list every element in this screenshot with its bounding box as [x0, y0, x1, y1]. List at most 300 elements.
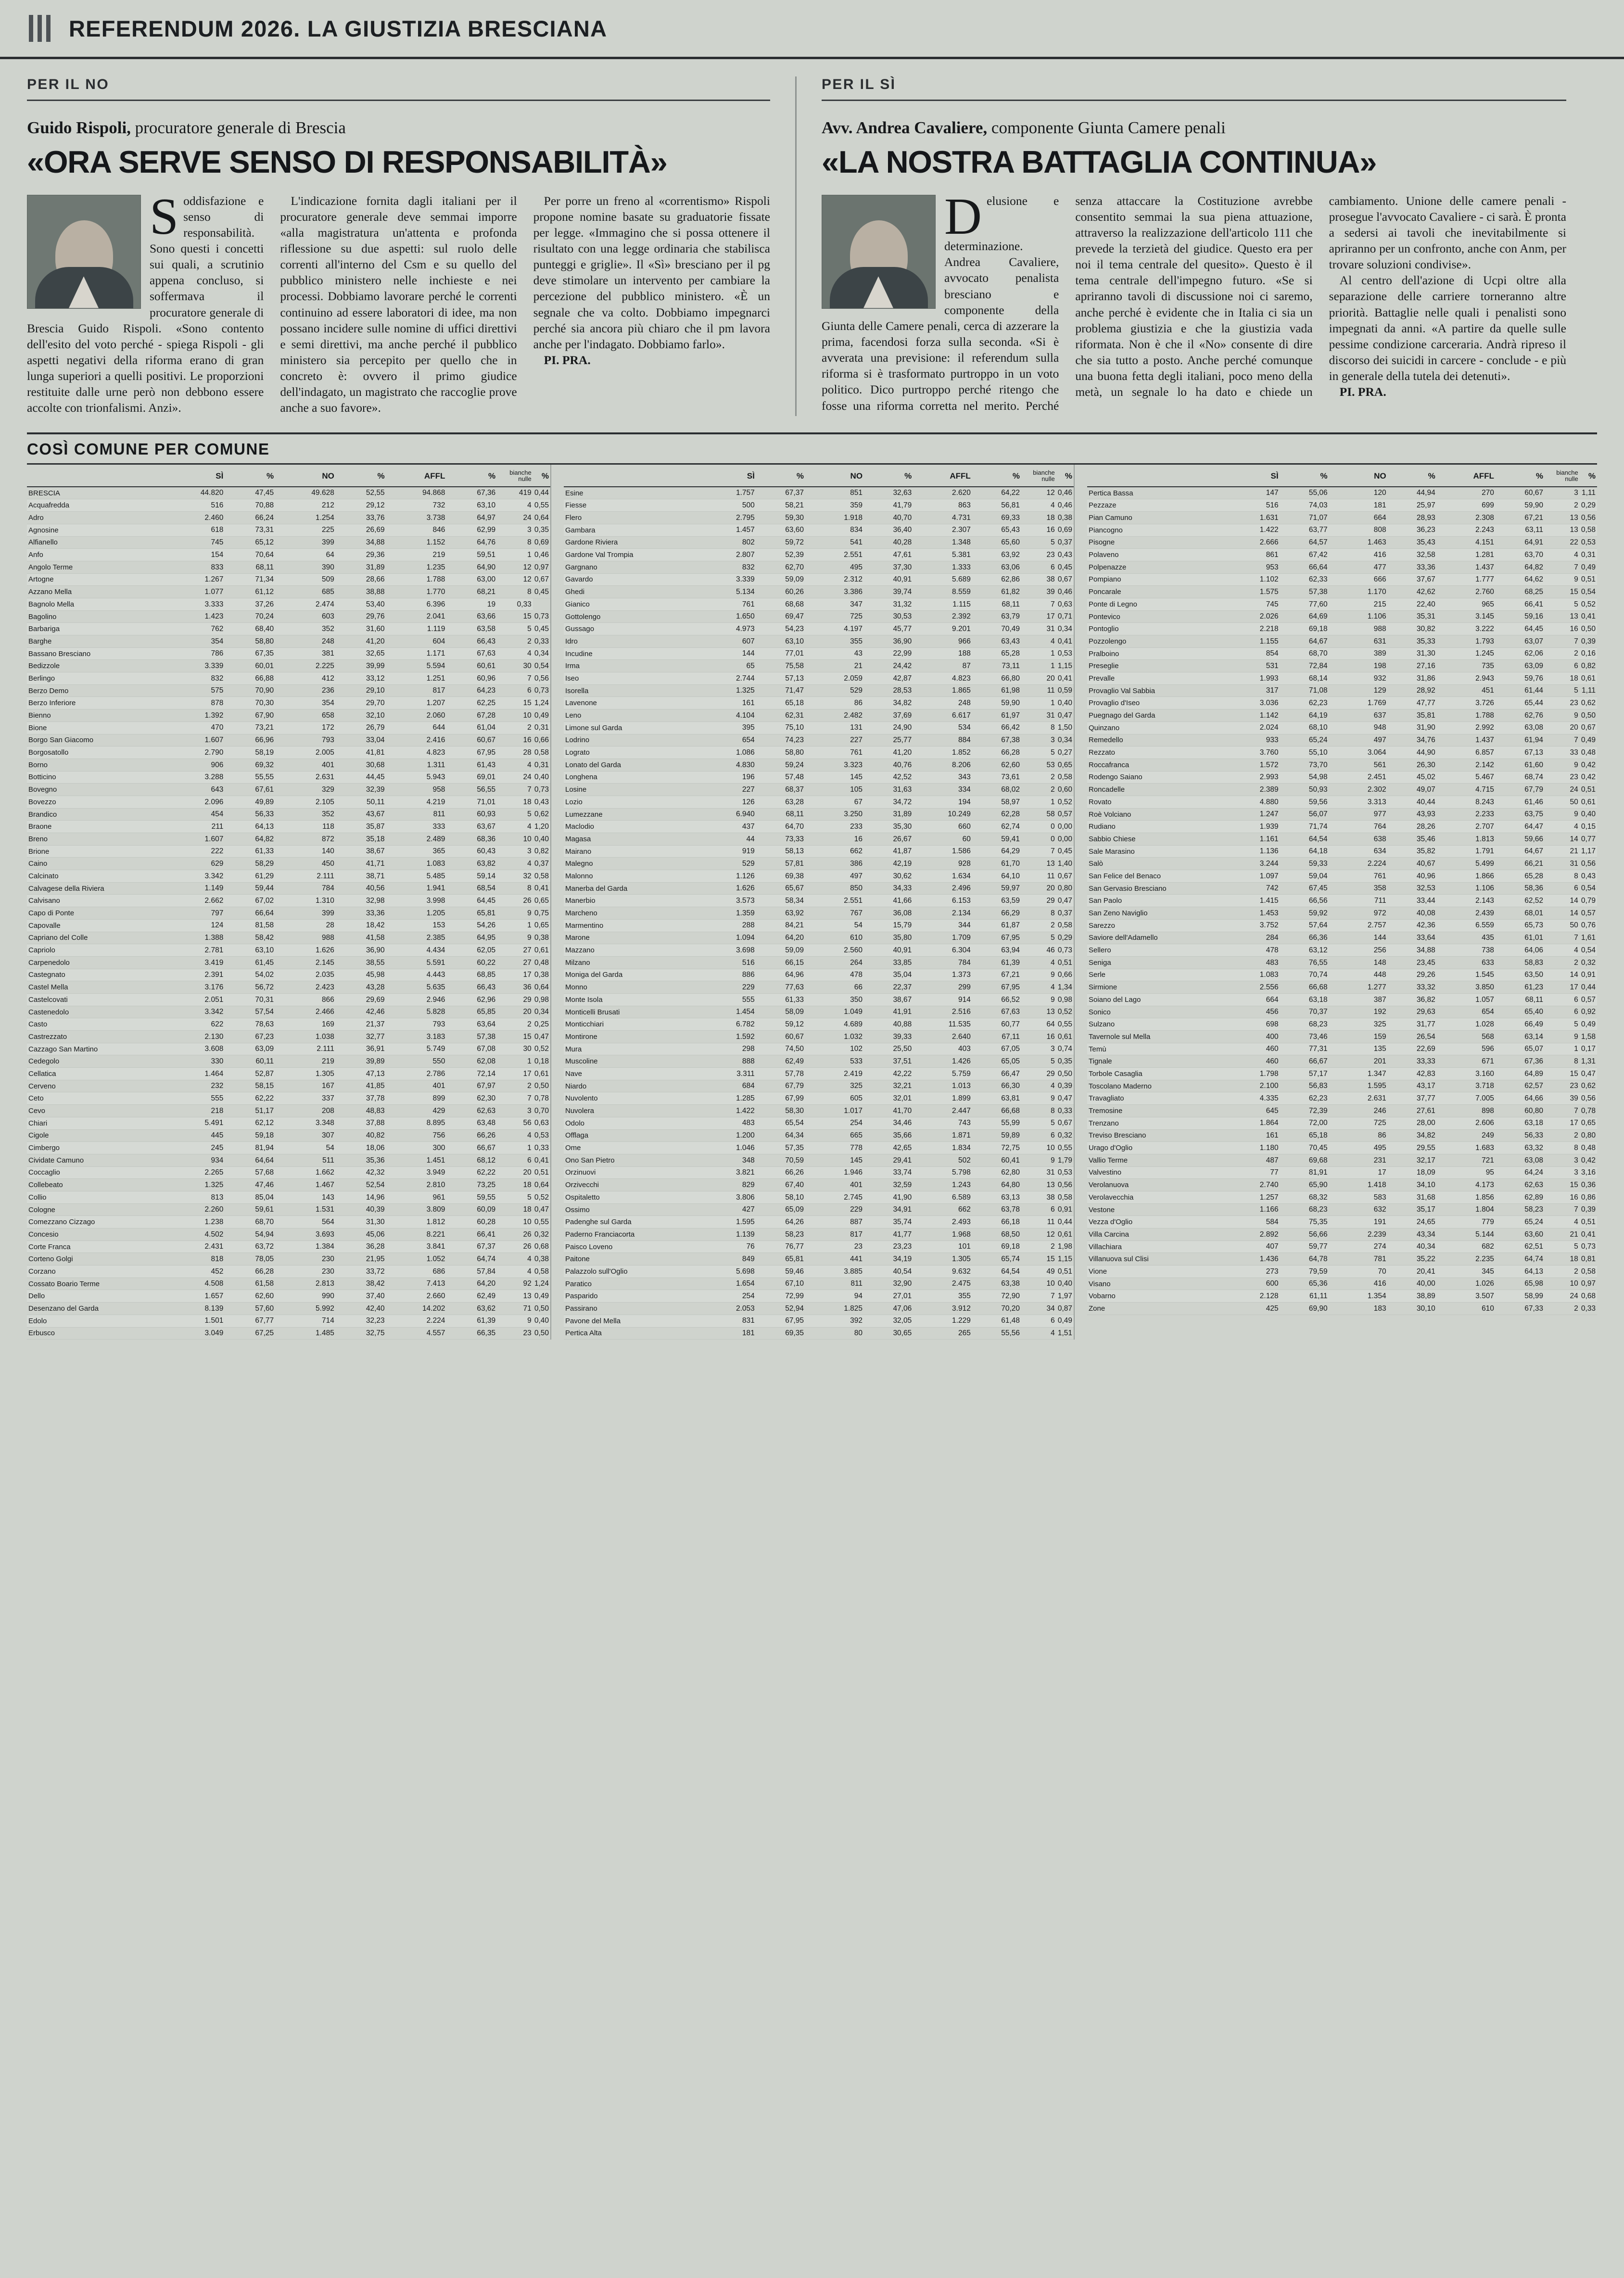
result-cell: 604: [386, 635, 447, 648]
result-cell: 72,90: [972, 1290, 1021, 1303]
result-cell: 0,74: [1056, 1043, 1074, 1055]
result-cell: 7: [1545, 1203, 1580, 1216]
result-cell: 416: [1329, 549, 1388, 561]
result-cell: 28: [497, 747, 533, 759]
result-cell: 70,20: [972, 1303, 1021, 1315]
result-cell: 35,22: [1388, 1253, 1437, 1266]
result-cell: 70,30: [225, 697, 275, 709]
table-row: [27, 1327, 550, 1340]
result-cell: 68,50: [972, 1228, 1021, 1241]
result-cell: 57,38: [1280, 586, 1329, 598]
result-cell: 63,32: [1496, 1142, 1545, 1154]
result-cell: 28,26: [1388, 821, 1437, 833]
result-cell: 54,98: [1280, 771, 1329, 784]
result-cell: 2.218: [1221, 623, 1280, 635]
result-cell: 18,06: [336, 1142, 386, 1154]
result-cell: 70,45: [1280, 1142, 1329, 1154]
result-cell: 39: [1545, 1092, 1580, 1105]
result-cell: 0,98: [533, 993, 550, 1006]
table-header-row: [27, 465, 550, 487]
table-row: [27, 981, 550, 994]
result-cell: 63,66: [446, 610, 497, 623]
result-cell: 39,99: [336, 660, 386, 672]
result-cell: 129: [1329, 684, 1388, 697]
column-header: %: [1580, 465, 1597, 487]
result-cell: 288: [698, 919, 756, 932]
table-row: [27, 1315, 550, 1327]
table-row: [564, 1216, 1074, 1228]
result-cell: 3.064: [1329, 747, 1388, 759]
result-cell: 33,33: [1388, 1055, 1437, 1068]
result-cell: 1,15: [1056, 660, 1074, 672]
result-cell: 22,69: [1388, 1043, 1437, 1055]
result-cell: 36,90: [864, 635, 913, 648]
result-cell: 59,12: [756, 1018, 805, 1031]
table-row: [564, 1031, 1074, 1043]
table-row: [564, 1240, 1074, 1253]
result-cell: 62,96: [446, 993, 497, 1006]
municipality-name: Corte Franca: [27, 1240, 165, 1253]
result-cell: 70,59: [756, 1154, 805, 1166]
result-cell: 75,35: [1280, 1216, 1329, 1228]
municipality-name: Gardone Val Trompia: [564, 549, 698, 561]
result-cell: 67,10: [756, 1278, 805, 1290]
result-cell: 3.342: [165, 870, 225, 883]
table-row: [27, 1105, 550, 1117]
result-cell: 2.041: [386, 610, 447, 623]
result-cell: 0,56: [1580, 858, 1597, 870]
result-cell: 1.946: [805, 1166, 864, 1179]
municipality-name: Iseo: [564, 672, 698, 685]
result-cell: 169: [275, 1018, 336, 1031]
result-cell: 47,06: [864, 1303, 913, 1315]
result-cell: 42,52: [864, 771, 913, 784]
result-cell: 28,93: [1388, 512, 1437, 524]
result-cell: 64,89: [1496, 1068, 1545, 1080]
municipality-name: Piancogno: [1087, 524, 1221, 536]
result-cell: 69,18: [972, 1240, 1021, 1253]
result-cell: 70,88: [225, 499, 275, 512]
result-cell: 64,22: [972, 487, 1021, 499]
result-cell: 337: [275, 1092, 336, 1105]
result-cell: 65,12: [225, 536, 275, 549]
result-cell: 208: [275, 1105, 336, 1117]
result-cell: 11: [1021, 1216, 1056, 1228]
result-cell: 354: [275, 697, 336, 709]
result-cell: 0,47: [1056, 1092, 1074, 1105]
result-cell: 9.632: [913, 1266, 972, 1278]
result-cell: 0,50: [1056, 1068, 1074, 1080]
table-row: [1087, 660, 1597, 672]
result-cell: 59,24: [756, 759, 805, 771]
result-cell: 49,07: [1388, 784, 1437, 796]
result-cell: 61,04: [446, 721, 497, 734]
result-cell: 59,90: [972, 697, 1021, 709]
result-cell: 1,17: [1580, 845, 1597, 858]
result-cell: 6: [1021, 1203, 1056, 1216]
result-cell: 4.219: [386, 796, 447, 808]
result-cell: 61,70: [972, 858, 1021, 870]
result-cell: 5.749: [386, 1043, 447, 1055]
result-cell: 66: [805, 981, 864, 994]
result-cell: 7: [1021, 598, 1056, 610]
result-cell: 2.431: [165, 1240, 225, 1253]
result-cell: 448: [1329, 969, 1388, 981]
result-cell: 33,64: [1388, 932, 1437, 944]
result-cell: 671: [1437, 1055, 1496, 1068]
municipality-name: Nuvolera: [564, 1105, 698, 1117]
result-cell: 4: [1545, 1216, 1580, 1228]
table-row: [564, 969, 1074, 981]
result-cell: 0,45: [1056, 561, 1074, 573]
result-cell: 358: [1329, 882, 1388, 895]
result-cell: 66,26: [756, 1166, 805, 1179]
result-cell: 66,67: [1280, 1055, 1329, 1068]
municipality-name: Sulzano: [1087, 1018, 1221, 1031]
result-cell: 427: [698, 1203, 756, 1216]
result-cell: 4.830: [698, 759, 756, 771]
result-cell: 2.992: [1437, 721, 1496, 734]
result-cell: 17: [1545, 981, 1580, 994]
result-cell: 509: [275, 573, 336, 586]
result-cell: 67,36: [446, 487, 497, 499]
table-row: [564, 784, 1074, 796]
result-cell: 14: [1545, 907, 1580, 920]
table-row: [1087, 882, 1597, 895]
result-cell: 44,94: [1388, 487, 1437, 499]
result-cell: 3: [497, 1105, 533, 1117]
result-cell: 64,74: [446, 1253, 497, 1266]
result-cell: 685: [275, 586, 336, 598]
result-cell: 63,59: [972, 895, 1021, 907]
table-row: [1087, 907, 1597, 920]
result-cell: 0,58: [1056, 1191, 1074, 1203]
result-cell: 419: [497, 487, 533, 499]
result-cell: 68,14: [1280, 672, 1329, 685]
municipality-name: Ponte di Legno: [1087, 598, 1221, 610]
result-cell: 72,99: [756, 1290, 805, 1303]
result-cell: 40,91: [864, 944, 913, 957]
result-cell: 14: [1545, 969, 1580, 981]
result-cell: 298: [698, 1043, 756, 1055]
result-cell: 550: [386, 1055, 447, 1068]
result-cell: 73,31: [225, 524, 275, 536]
result-cell: 2.053: [698, 1303, 756, 1315]
result-cell: 0,64: [533, 1179, 550, 1191]
result-cell: 0,40: [533, 833, 550, 846]
municipality-name: Puegnago del Garda: [1087, 709, 1221, 722]
result-cell: 1.311: [386, 759, 447, 771]
result-cell: 1,97: [1056, 1290, 1074, 1303]
result-cell: 1.464: [165, 1068, 225, 1080]
result-cell: 0,47: [533, 1203, 550, 1216]
result-cell: 71,01: [446, 796, 497, 808]
result-cell: 25,77: [864, 734, 913, 747]
result-cell: 63,06: [972, 561, 1021, 573]
municipality-name: Concesio: [27, 1228, 165, 1241]
result-cell: 1.834: [913, 1142, 972, 1154]
result-cell: 118: [275, 821, 336, 833]
result-cell: 0,61: [1580, 672, 1597, 685]
result-cell: 67,63: [972, 1006, 1021, 1018]
result-cell: 861: [1221, 549, 1280, 561]
municipality-name: Castelcovati: [27, 993, 165, 1006]
result-cell: 632: [1329, 1203, 1388, 1216]
result-cell: 58,42: [225, 932, 275, 944]
result-cell: 63,14: [1496, 1031, 1545, 1043]
result-cell: 0,58: [1056, 771, 1074, 784]
result-cell: 18: [497, 1179, 533, 1191]
table-row: [27, 1018, 550, 1031]
result-cell: 1.437: [1437, 561, 1496, 573]
table-row: [1087, 784, 1597, 796]
result-cell: 0,54: [1580, 882, 1597, 895]
result-cell: 59,56: [1280, 796, 1329, 808]
result-cell: 2.142: [1437, 759, 1496, 771]
result-cell: 1.126: [698, 870, 756, 883]
result-cell: 21: [1545, 845, 1580, 858]
result-cell: 20: [497, 1006, 533, 1018]
result-cell: 0,67: [1056, 870, 1074, 883]
result-cell: 888: [698, 1055, 756, 1068]
result-cell: 0,43: [1580, 870, 1597, 883]
result-cell: 1.149: [165, 882, 225, 895]
result-cell: 32: [497, 870, 533, 883]
result-cell: 53: [1021, 759, 1056, 771]
result-cell: 0,92: [1580, 1006, 1597, 1018]
result-cell: 2.943: [1437, 672, 1496, 685]
result-cell: 8.206: [913, 759, 972, 771]
result-cell: 17: [497, 969, 533, 981]
result-cell: 62,99: [446, 524, 497, 536]
result-cell: 233: [805, 821, 864, 833]
result-cell: 74,03: [1280, 499, 1329, 512]
result-cell: 1.281: [1437, 549, 1496, 561]
table-row: [27, 895, 550, 907]
result-cell: 3: [1545, 487, 1580, 499]
municipality-name: Temù: [1087, 1043, 1221, 1055]
municipality-name: Serle: [1087, 969, 1221, 981]
table-body: [564, 487, 1074, 1340]
result-cell: 2.551: [805, 549, 864, 561]
result-cell: 0,37: [1056, 907, 1074, 920]
result-cell: 0: [1021, 833, 1056, 846]
result-cell: 30,53: [864, 610, 913, 623]
table-row: [27, 944, 550, 957]
result-cell: 73,21: [225, 721, 275, 734]
result-cell: 60,41: [972, 1154, 1021, 1166]
result-cell: 57,13: [756, 672, 805, 685]
result-cell: 33,44: [1388, 895, 1437, 907]
municipality-name: Provaglio d'Iseo: [1087, 697, 1221, 709]
table-row: [1087, 598, 1597, 610]
result-cell: 37,78: [336, 1092, 386, 1105]
table-row: [564, 1166, 1074, 1179]
result-cell: 68,11: [1496, 993, 1545, 1006]
result-cell: 64: [275, 549, 336, 561]
result-cell: 65,07: [1496, 1043, 1545, 1055]
result-cell: 2.551: [805, 895, 864, 907]
result-cell: 58,83: [1496, 956, 1545, 969]
result-cell: 47,77: [1388, 697, 1437, 709]
result-cell: 1.899: [913, 1092, 972, 1105]
result-cell: 9: [497, 1315, 533, 1327]
table-row: [564, 747, 1074, 759]
result-cell: 191: [1329, 1216, 1388, 1228]
municipality-name: Pertica Alta: [564, 1327, 698, 1340]
result-cell: 62,60: [225, 1290, 275, 1303]
result-cell: 70,24: [225, 610, 275, 623]
result-cell: 68,12: [446, 1154, 497, 1166]
municipality-name: Marcheno: [564, 907, 698, 920]
result-cell: 2.308: [1437, 512, 1496, 524]
table-row: [27, 684, 550, 697]
result-cell: 0,55: [533, 499, 550, 512]
table-row: [1087, 684, 1597, 697]
result-cell: 0,82: [1580, 660, 1597, 672]
result-cell: 59,41: [972, 833, 1021, 846]
table-row: [564, 870, 1074, 883]
table-row: [27, 1068, 550, 1080]
result-cell: 62,60: [972, 759, 1021, 771]
result-cell: 451: [1437, 684, 1496, 697]
result-cell: 478: [1221, 944, 1280, 957]
result-cell: 732: [386, 499, 447, 512]
result-cell: 5.499: [1437, 858, 1496, 870]
result-cell: 58,19: [225, 747, 275, 759]
result-cell: 4: [1021, 956, 1056, 969]
result-cell: 1.373: [913, 969, 972, 981]
municipality-name: Cigole: [27, 1129, 165, 1142]
result-cell: 56,07: [1280, 808, 1329, 821]
result-cell: 23: [1545, 771, 1580, 784]
municipality-name: Sirmione: [1087, 981, 1221, 994]
result-cell: 78,63: [225, 1018, 275, 1031]
result-cell: 52,39: [756, 549, 805, 561]
table-row: [1087, 1154, 1597, 1166]
table-row: [1087, 1105, 1597, 1117]
result-cell: 43,93: [1388, 808, 1437, 821]
result-cell: 45,02: [1388, 771, 1437, 784]
table-row: [1087, 870, 1597, 883]
result-cell: 159: [1329, 1031, 1388, 1043]
result-cell: 0,49: [533, 709, 550, 722]
result-cell: 64,23: [446, 684, 497, 697]
paragraph: Delusione e determinazione. Andrea Cavaliere, avvocato penalista bresciano e componente della Giunta delle Camere penali, cerca di azzerare la prima, facendosi forza sulla seconda. «Si è avverata una previsione: il referendum sulla riforma si è trasformato purtroppo in un voto politico. Dico purtroppo perché ritengo che fosse una riforma corretta nel merito. Perché senza attaccare la Costituzione avrebbe consentito semmai la sua piena attuazione, attraverso la realizzazione dell'articolo 111 che prevede la terzietà del giudice. Questo era per noi il tema centrale del quesito». Questo è il tema centrale dell'impegno futuro. «Se si apriranno tavoli di discussione noi ci saremo, anche perché è evidente che in Italia ci sia un problema giustizia e che la giustizia vada riformata. Non è che il «No» consente di dire che sia tutto a posto. Anche perché comunque una buona fetta degli italiani, poco meno della metà, un segnale lo ha dato e chiede un cambiamento. Unione delle camere penali - prosegue l'avvocato Cavaliere - ci sarà. È pronta a sedersi ai tavoli che inevitabilmente si apriranno per un confronto, anche con Anm, per trovare soluzioni condivise».: [822, 188, 1566, 413]
result-cell: 6: [1021, 561, 1056, 573]
result-cell: 2.556: [1221, 981, 1280, 994]
result-cell: 3.809: [386, 1203, 447, 1216]
result-cell: 778: [805, 1142, 864, 1154]
result-cell: 2.239: [1329, 1228, 1388, 1241]
result-cell: 1: [497, 549, 533, 561]
result-cell: 4.508: [165, 1278, 225, 1290]
column-header: bianche nulle: [1545, 465, 1580, 487]
result-cell: 63,75: [1496, 808, 1545, 821]
result-cell: 20: [1545, 721, 1580, 734]
result-cell: 64,57: [1280, 536, 1329, 549]
result-cell: 61,45: [225, 956, 275, 969]
result-cell: 817: [805, 1228, 864, 1241]
result-cell: 68,40: [225, 623, 275, 635]
result-cell: 66,30: [972, 1080, 1021, 1092]
result-cell: 15,79: [864, 919, 913, 932]
result-cell: 2.620: [913, 487, 972, 499]
result-cell: 0,63: [1056, 598, 1074, 610]
result-cell: 144: [698, 647, 756, 660]
result-cell: 63,08: [1496, 1154, 1545, 1166]
result-cell: 761: [805, 747, 864, 759]
result-cell: 69,68: [1280, 1154, 1329, 1166]
column-header: AFFL: [1437, 465, 1496, 487]
result-cell: 60,80: [1496, 1105, 1545, 1117]
result-cell: 0,78: [533, 1092, 550, 1105]
result-cell: 1.866: [1437, 870, 1496, 883]
result-cell: 67,79: [1496, 784, 1545, 796]
result-cell: 161: [698, 697, 756, 709]
result-cell: 0,73: [1580, 1240, 1597, 1253]
result-cell: 386: [805, 858, 864, 870]
result-cell: 555: [165, 1092, 225, 1105]
municipality-name: Borno: [27, 759, 165, 771]
result-cell: 59,90: [1496, 499, 1545, 512]
result-cell: 41,71: [336, 858, 386, 870]
result-cell: 63,60: [756, 524, 805, 536]
result-cell: 62,76: [1496, 709, 1545, 722]
column-header: %: [336, 465, 386, 487]
result-cell: 0,16: [1580, 647, 1597, 660]
municipality-name: Rudiano: [1087, 821, 1221, 833]
result-cell: 0,34: [1056, 734, 1074, 747]
table-row: [1087, 610, 1597, 623]
result-cell: 6.559: [1437, 919, 1496, 932]
result-cell: 38,67: [336, 845, 386, 858]
result-cell: 1.017: [805, 1105, 864, 1117]
result-cell: 933: [1221, 734, 1280, 747]
result-cell: 65,98: [1496, 1278, 1545, 1290]
table-row: [27, 870, 550, 883]
result-cell: 767: [805, 907, 864, 920]
result-cell: 61,33: [756, 993, 805, 1006]
result-cell: 24,42: [864, 660, 913, 672]
result-cell: 0,33: [533, 1142, 550, 1154]
result-cell: 284: [1221, 932, 1280, 944]
result-cell: 29,41: [864, 1154, 913, 1166]
result-cell: 69,90: [1280, 1303, 1329, 1315]
result-cell: 784: [275, 882, 336, 895]
result-cell: 63,62: [446, 1303, 497, 1315]
result-cell: 64,45: [1496, 623, 1545, 635]
result-cell: 990: [275, 1290, 336, 1303]
result-cell: 24: [497, 512, 533, 524]
result-cell: 832: [165, 672, 225, 685]
result-cell: 34,82: [864, 697, 913, 709]
table-row: [27, 499, 550, 512]
result-cell: 401: [386, 1080, 447, 1092]
municipality-name: Padenghe sul Garda: [564, 1216, 698, 1228]
municipality-name: Pezzaze: [1087, 499, 1221, 512]
result-cell: 3.036: [1221, 697, 1280, 709]
result-cell: 40,34: [1388, 1240, 1437, 1253]
result-cell: 60,67: [756, 1031, 805, 1043]
column-header: %: [756, 465, 805, 487]
result-cell: 68,11: [225, 561, 275, 573]
municipality-name: Ghedi: [564, 586, 698, 598]
result-cell: 1.038: [275, 1031, 336, 1043]
result-cell: 42,62: [1388, 586, 1437, 598]
result-cell: 829: [698, 1179, 756, 1191]
result-cell: 40,54: [864, 1266, 913, 1278]
